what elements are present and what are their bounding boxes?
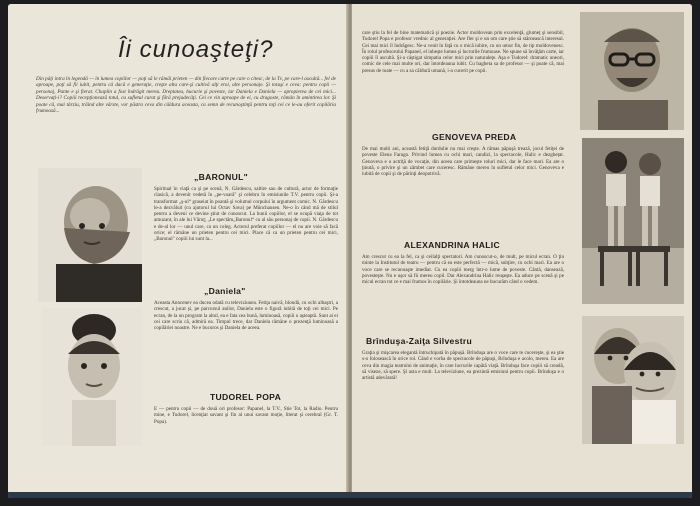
intro-paragraph: Din păţi intra în legendă — în lumea copiilor — poţi să le rămâi prieten — din fiecare carte pe care o citesc, de la Tv, pe care-l ascultă... fel de aproape, poţi să fii iubit, pentru câ dacă e generaţie, creşte alta care-şi cultivă alţi eroi, alte personaje. Şi totuşi e ceva: pentru copii — personaj, Pante e şi fierat. Chaplin a fost îndrăgit mereu. Dreptatea, bucurie şi poveste, iar Daniela e Daniela — apropierea de cei mici... Deservaţi-i? Copiii recepţionează totul, cu sufletul curat şi fără prejudecăţi. Cei ce vin aproape de ei, cu dragoste, rămân în amintirea lor. Şi poate că, mai târziu, trăind alte vârste, vor păstra ceva din căldura aceasta, ca semn de recunoştinţă pentru toţi cei ce le-au oferit copilăria frumoasă... [36, 76, 336, 115]
text-baronul: Spiritual în viaţă ca şi pe scenă, N. Gărdescu, saltire sau de cultură, actor de formaţie clasică, a devenit vedetă în „pe-voară" şi celebru în emisiunile T.V. pentru copii. Şi-a transformat „ş-ul“ graseiat în poantă şi volumul corpului în argument comic. N. Gărdescu le-a dezvăluit (cu ajutorul lui Octav Sava) pe Münchausen. Ne-o în când mă de stilul pentru a deveni ce devine ştiut de cunoscut. La bunii copiilor, el se ocupă viaţa de tot amuzant, în ale lui Văruţ; „Le spectăm„Baronul“ cu al său personaj de copii. N. Gărdescu e de-al lor — unul care, ca un coleg. Actorul preferat copiilor — el nu are voie să facă orice; el rămâne un prieten pentru cei mici. Place că ca un prieten pentru cei mici, „Baronul" copiii lui sunt la... [154, 186, 338, 243]
text-alexandrina: Am crescut cu ea la fel, ca şi ceilalţi spectatori. Am cunoscut-o, de mult, pe micul ecran. O ţin minte la Institutul de teatru — pentru că ea este perfectă — mică, subţire, cu ochi mari. Ea are o voce care se recunoaşte imediat. Cu ea copiii merg într-o lume de poveste. Cântă, dansează, povesteşte. Nu e uşor să fii mereu copil. Dar Alexandrina Halic reuşeşte. Ea aduce pe scenă şi pe micul ecran tot ce e mai frumos în copilărie. Şi întotdeauna ne bucurăm când o vedem. [362, 254, 564, 286]
text-tudorel: E — pentru copii — de două ori profesor: Papanel, la T.V., Stie Tot, la Radio. Pentru mine, e Tudorel, licenţiat savant şi fin al unui savant moţie, literat şi cerebral (Gr. T. Popa). [154, 406, 338, 425]
portrait-bald-man [38, 168, 142, 302]
photo-two-women [582, 316, 684, 444]
book-cover-edge [8, 492, 692, 498]
text-right-top: care ştiu la fel de bine matematică şi poezie. Actor moldovean prin excelenţă, glumeţ şi sensibil, Tudorel Popa e profesor vrednic al generaţiei. Are fler şi e un om care ştie să stârnească interesul. Cei mai mici îl îndrăgesc. Ne-a venit în faţă cu o mică iubire, cu un umor fin, de tip moldovenesc. În rolul profesorului Papanel, el iubeşte lumea şi lucrurile frumoase. Ne spune să învăţăm carte, iar copiii îl ascultă. Şi-a câştigat simpatia celor mici prin naturaleţe. Aşa e Tudorel: dramatic uneori, comic de cele mai multe ori, dar întotdeauna iubit. Cu bagheta sa de profesor — şi poate că, mai presus de toate — cu a sa căldură umană, i-a cucerit pe copii. [362, 30, 564, 74]
book-spread [8, 4, 692, 498]
heading-alexandrina: ALEXANDRINA HALIC [404, 240, 500, 250]
heading-genoveva: GENOVEVA PREDA [432, 132, 517, 142]
heading-baronul: „BARONUL" [194, 172, 249, 182]
heading-daniela: „Daniela" [204, 286, 246, 296]
heading-brindusa: Brînduşa-Zaiţa Silvestru [366, 336, 473, 346]
text-genoveva: De mai multi ani, această fetiţă durdulie nu mai creşte. A rămas păpuşă trează, jocul fetiţei de poveste Elena Farago. Privind lumea cu ochi mari, candizi, la spectacole, Halic e dezghețat. Genoveva e o actriţă de vocaţie, din aceea care primeşte roluri mici, dar le face mari. Ea are o ţinută, o privire şi un zâmbet care cuceresc. Rămâne mereu în sufletul celor mici. Genoveva e iubită de copii şi de părinţi deopotrivă. [362, 146, 564, 178]
page-title: Îi cunoaşteţi? [118, 36, 274, 63]
left-page [8, 4, 348, 498]
right-page [352, 4, 692, 498]
portrait-glasses-man [580, 12, 684, 130]
photo-two-girls-stools [582, 138, 684, 304]
portrait-woman-bun [42, 308, 142, 446]
heading-tudorel: TUDOREL POPA [210, 392, 282, 402]
text-brindusa: Graţia şi mişcarea elegantă întruchipată în păpuşă. Brînduşa are o voce care te cucereşte, şi ea ştie s-o folosească în orice rol. Când e vorba de spectacole de păpuşi, Brînduşa e acolo, mereu. Ea are ceva din magia teatrului de animaţie, în care lucrurile capătă viaţă. Brînduşa face copiii să creadă, să viseze, să spere. Şi asta e mult. La televiziune, ea prezintă emisiuni pentru copii. Brînduşa e o artistă adevărată! [362, 350, 564, 382]
text-daniela: Aceasta Anncenev ea ducea odată cu televiziunea. Fetiţa naivă, blondă, cu ochi albaştri, a crescut, a jucat şi, pe parcursul anilor, Daniela este o figură iubită de toţi cei mici. Pe ecran, de la un program la altul, ea e fata cea bună, luminoasă, copiii o aşteaptă. Sunt ai ei cei care scriu că, admiră ea. Timpul trece, dar Daniela rămâne o prezenţă luminoasă a copilăriei noastre. Ne e bucuros şi Daniela de aceea. [154, 300, 338, 332]
